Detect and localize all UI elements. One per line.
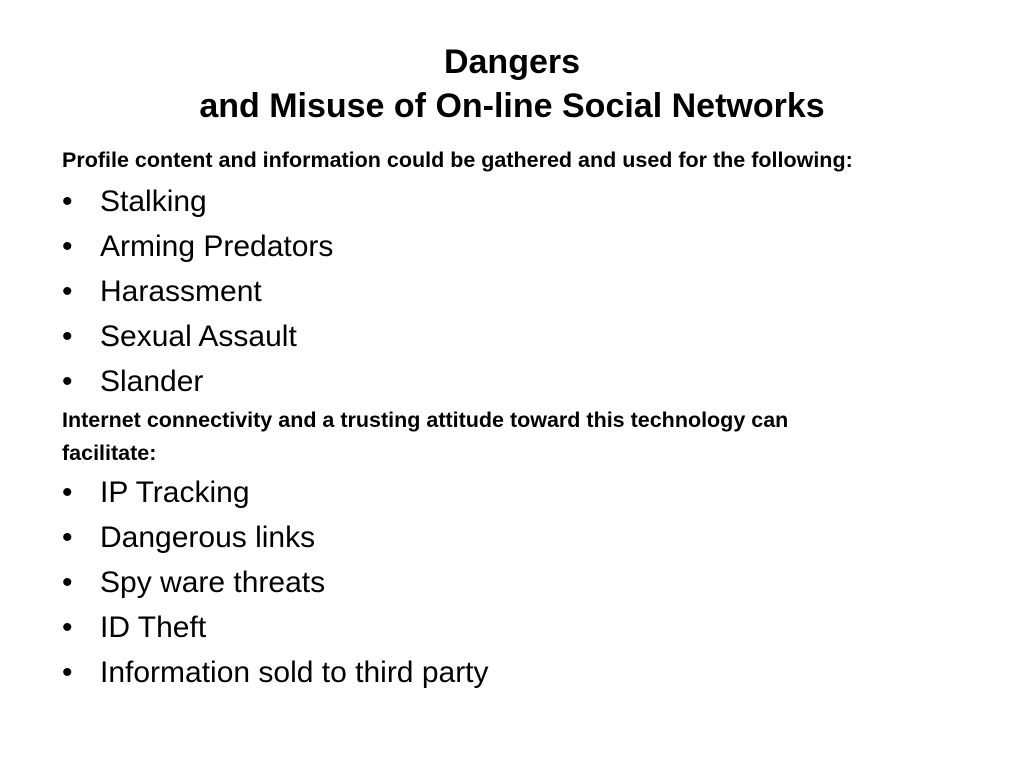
section2-list	[62, 470, 962, 695]
list-item	[62, 224, 962, 269]
list-item-text: Dangerous links	[100, 521, 316, 554]
section2-intro-line-1: Internet connectivity and a trusting attitude toward this technology can	[62, 408, 789, 432]
slide-title	[0, 40, 1024, 128]
section1-intro: Profile content and information could be gathered and used for the following:	[62, 148, 853, 172]
list-item-text: Harassment	[100, 275, 262, 308]
bullet-icon: •	[62, 185, 73, 218]
bullet-icon: •	[62, 365, 73, 398]
title-line-1: Dangers	[443, 43, 581, 81]
list-item-text: Spy ware threats	[100, 566, 326, 599]
list-item	[62, 179, 962, 224]
slide-body	[62, 147, 962, 695]
bullet-icon: •	[62, 275, 73, 308]
bullet-icon: •	[62, 521, 73, 554]
section1-list	[62, 179, 962, 404]
bullet-icon: •	[62, 476, 73, 509]
bullet-icon: •	[62, 566, 73, 599]
section2-intro-line-2: facilitate:	[62, 441, 157, 465]
section2-intro	[62, 404, 962, 470]
title-line-2: and Misuse of On-line Social Networks	[199, 87, 825, 125]
list-item	[62, 269, 962, 314]
list-item	[62, 605, 962, 650]
bullet-icon: •	[62, 611, 73, 644]
list-item-text: ID Theft	[100, 611, 207, 644]
bullet-icon: •	[62, 320, 73, 353]
bullet-icon: •	[62, 230, 73, 263]
list-item-text: Arming Predators	[100, 230, 334, 263]
bullet-icon: •	[62, 656, 73, 689]
list-item	[62, 359, 962, 404]
list-item-text: Sexual Assault	[100, 320, 297, 353]
list-item	[62, 560, 962, 605]
list-item-text: IP Tracking	[100, 476, 250, 509]
list-item	[62, 515, 962, 560]
list-item-text: Information sold to third party	[100, 656, 489, 689]
list-item	[62, 314, 962, 359]
list-item-text: Slander	[100, 365, 204, 398]
list-item	[62, 650, 962, 695]
list-item	[62, 470, 962, 515]
list-item-text: Stalking	[100, 185, 207, 218]
